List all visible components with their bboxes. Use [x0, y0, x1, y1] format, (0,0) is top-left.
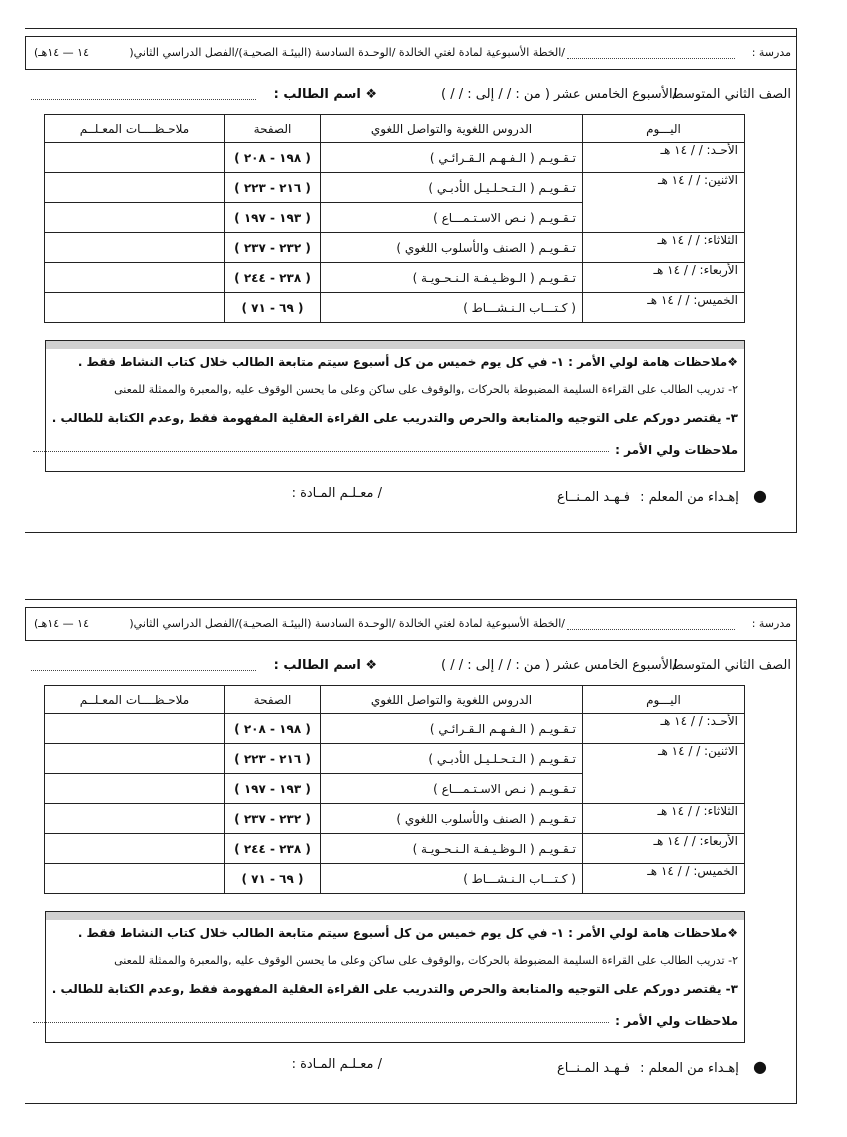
table-row [45, 714, 745, 744]
page-cell: ( ٢٣٨ - ٢٤٤ ) [225, 263, 321, 293]
table-row [45, 263, 745, 293]
parent-notes-box [45, 911, 745, 1043]
bullet-icon: ● [753, 486, 767, 505]
bullet-icon: ● [753, 1057, 767, 1076]
student-name-label: ❖ اسم الطالب : [273, 658, 377, 673]
day-thursday: الخميس: / / ١٤ هـ [583, 864, 745, 894]
table-header-row [45, 115, 745, 143]
page-cell: ( ١٩٨ - ٢٠٨ ) [225, 143, 321, 173]
page-cell: ( ٢٣٢ - ٢٣٧ ) [225, 804, 321, 834]
parent-notes-label: ملاحظات ولي الأمر : [615, 443, 738, 457]
lesson-cell: تـقـويـم ( الصنف والأسلوب اللغوي ) [321, 233, 583, 263]
frame-bottom-line [25, 532, 797, 533]
teacher-name: فـهـد المـنــاع [557, 1061, 630, 1076]
teacher-notes-cell[interactable] [45, 293, 225, 323]
table-row [45, 173, 745, 203]
academic-year: ١٤ — ١٤هـ) [34, 617, 89, 630]
header-notes: ملاحـظــــات المعـلــم [45, 115, 225, 143]
teacher-notes-cell[interactable] [45, 233, 225, 263]
day-tuesday: الثلاثاء: / / ١٤ هـ [583, 233, 745, 263]
lesson-cell: تـقـويـم ( الـوظـيـفـة الـنـحـويـة ) [321, 263, 583, 293]
plan-title: /الخطة الأسبوعية لمادة لغتي الخالدة /الوحـدة السادسة (البيئـة الصحيـة)/الفصل الدراسي الثاني( [129, 617, 565, 630]
header-box [25, 36, 797, 70]
grade-label: الصف الثاني المتوسط [671, 87, 791, 102]
teacher-notes-cell[interactable] [45, 173, 225, 203]
dedication-label: إهـداء من المعلم : [640, 490, 739, 505]
teacher-notes-cell[interactable] [45, 804, 225, 834]
page-cell: ( ٦٩ - ٧١ ) [225, 293, 321, 323]
note-line-3: ٣- يقتصر دوركم على التوجيه والمتابعة والحرص والتدريب على القراءة العقلية المفهومة فقط ,وعدم الكتابة للطالب . [51, 982, 738, 996]
plan-table [44, 685, 745, 894]
parent-notes-box [45, 340, 745, 472]
notes-band [46, 912, 744, 920]
teacher-notes-cell[interactable] [45, 744, 225, 774]
page-cell: ( ١٩٣ - ١٩٧ ) [225, 203, 321, 233]
school-name-blank[interactable] [567, 58, 735, 59]
school-label: مدرسة : [751, 46, 791, 59]
dedication-label: إهـداء من المعلم : [640, 1061, 739, 1076]
lesson-cell: تـقـويـم ( الـفـهـم الـقـرائـي ) [321, 714, 583, 744]
header-notes: ملاحـظــــات المعـلــم [45, 686, 225, 714]
teacher-notes-cell[interactable] [45, 143, 225, 173]
info-row [25, 655, 797, 677]
day-thursday: الخميس: / / ١٤ هـ [583, 293, 745, 323]
note-line-2: ٢- تدريب الطالب على القراءة السليمة المضبوطة بالحركات ,والوقوف على ساكن وعلى ما يحسن الوقوف عليه ,والمعبرة والممثلة للمعنى [114, 954, 738, 967]
table-row [45, 293, 745, 323]
page-cell: ( ١٩٨ - ٢٠٨ ) [225, 714, 321, 744]
lesson-cell: ( كـتـــاب الـنـشـــاط ) [321, 864, 583, 894]
lesson-cell: ( كـتـــاب الـنـشـــاط ) [321, 293, 583, 323]
day-wednesday: الأربعاء: / / ١٤ هـ [583, 834, 745, 864]
header-page: الصفحة [225, 115, 321, 143]
parent-notes-label: ملاحظات ولي الأمر : [615, 1014, 738, 1028]
subject-teacher-label: / معـلـم المـادة : [291, 486, 382, 501]
header-page: الصفحة [225, 686, 321, 714]
student-name-blank[interactable] [31, 670, 256, 671]
lesson-cell: تـقـويـم ( الـوظـيـفـة الـنـحـويـة ) [321, 834, 583, 864]
parent-notes-blank[interactable] [33, 1022, 609, 1023]
lesson-cell: تـقـويـم ( الـتـحـلـيـل الأدبـي ) [321, 173, 583, 203]
teacher-notes-cell[interactable] [45, 774, 225, 804]
lesson-cell: تـقـويـم ( الصنف والأسلوب اللغوي ) [321, 804, 583, 834]
page-cell: ( ٢١٦ - ٢٢٣ ) [225, 744, 321, 774]
table-row [45, 834, 745, 864]
parent-notes-blank[interactable] [33, 451, 609, 452]
grade-label: الصف الثاني المتوسط [671, 658, 791, 673]
parent-notes-row [52, 1014, 738, 1028]
header-lesson: الدروس اللغوية والتواصل اللغوي [321, 115, 583, 143]
teacher-notes-cell[interactable] [45, 263, 225, 293]
teacher-notes-cell[interactable] [45, 203, 225, 233]
table-row [45, 744, 745, 774]
school-label: مدرسة : [751, 617, 791, 630]
day-tuesday: الثلاثاء: / / ١٤ هـ [583, 804, 745, 834]
note-line-2: ٢- تدريب الطالب على القراءة السليمة المضبوطة بالحركات ,والوقوف على ساكن وعلى ما يحسن الوقوف عليه ,والمعبرة والممثلة للمعنى [114, 383, 738, 396]
lesson-cell: تـقـويـم ( نـص الاسـتـمـــاع ) [321, 203, 583, 233]
header-day: اليـــوم [583, 115, 745, 143]
page-cell: ( ٦٩ - ٧١ ) [225, 864, 321, 894]
weekly-plan-sheet [25, 599, 797, 1104]
plan-table [44, 114, 745, 323]
parent-notes-row [52, 443, 738, 457]
student-name-label: ❖ اسم الطالب : [273, 87, 377, 102]
plan-title: /الخطة الأسبوعية لمادة لغتي الخالدة /الوحـدة السادسة (البيئـة الصحيـة)/الفصل الدراسي الثاني( [129, 46, 565, 59]
teacher-notes-cell[interactable] [45, 714, 225, 744]
header-lesson: الدروس اللغوية والتواصل اللغوي [321, 686, 583, 714]
week-label: /الأسبوع الخامس عشر ( من : / / إلى : / / ) [441, 658, 677, 673]
day-monday: الاثنين: / / ١٤ هـ [583, 744, 745, 804]
day-monday: الاثنين: / / ١٤ هـ [583, 173, 745, 233]
table-row [45, 804, 745, 834]
subject-teacher-label: / معـلـم المـادة : [291, 1057, 382, 1072]
info-row [25, 84, 797, 106]
table-row [45, 233, 745, 263]
week-label: /الأسبوع الخامس عشر ( من : / / إلى : / / ) [441, 87, 677, 102]
table-row [45, 864, 745, 894]
day-sunday: الأحـد: / / ١٤ هـ [583, 143, 745, 173]
frame-top-line [25, 599, 797, 600]
teacher-notes-cell[interactable] [45, 864, 225, 894]
note-line-3: ٣- يقتصر دوركم على التوجيه والمتابعة والحرص والتدريب على القراءة العقلية المفهومة فقط ,وعدم الكتابة للطالب . [51, 411, 738, 425]
header-day: اليـــوم [583, 686, 745, 714]
page-cell: ( ٢١٦ - ٢٢٣ ) [225, 173, 321, 203]
page-cell: ( ٢٣٨ - ٢٤٤ ) [225, 834, 321, 864]
frame-bottom-line [25, 1103, 797, 1104]
academic-year: ١٤ — ١٤هـ) [34, 46, 89, 59]
frame-top-line [25, 28, 797, 29]
table-row [45, 143, 745, 173]
lesson-cell: تـقـويـم ( الـفـهـم الـقـرائـي ) [321, 143, 583, 173]
note-line-1: ❖ملاحظات هامة لولي الأمر : ١- في كل يوم خميس من كل أسبوع سيتم متابعة الطالب خلال كتاب النشاط فقط . [77, 926, 738, 940]
header-box [25, 607, 797, 641]
teacher-dedication [557, 486, 767, 505]
school-name-blank[interactable] [567, 629, 735, 630]
teacher-notes-cell[interactable] [45, 834, 225, 864]
day-wednesday: الأربعاء: / / ١٤ هـ [583, 263, 745, 293]
student-name-blank[interactable] [31, 99, 256, 100]
teacher-dedication [557, 1057, 767, 1076]
table-header-row [45, 686, 745, 714]
lesson-cell: تـقـويـم ( نـص الاسـتـمـــاع ) [321, 774, 583, 804]
note-line-1: ❖ملاحظات هامة لولي الأمر : ١- في كل يوم خميس من كل أسبوع سيتم متابعة الطالب خلال كتاب النشاط فقط . [77, 355, 738, 369]
day-sunday: الأحـد: / / ١٤ هـ [583, 714, 745, 744]
notes-band [46, 341, 744, 349]
weekly-plan-sheet [25, 28, 797, 533]
teacher-name: فـهـد المـنــاع [557, 490, 630, 505]
page-cell: ( ١٩٣ - ١٩٧ ) [225, 774, 321, 804]
lesson-cell: تـقـويـم ( الـتـحـلـيـل الأدبـي ) [321, 744, 583, 774]
page-cell: ( ٢٣٢ - ٢٣٧ ) [225, 233, 321, 263]
